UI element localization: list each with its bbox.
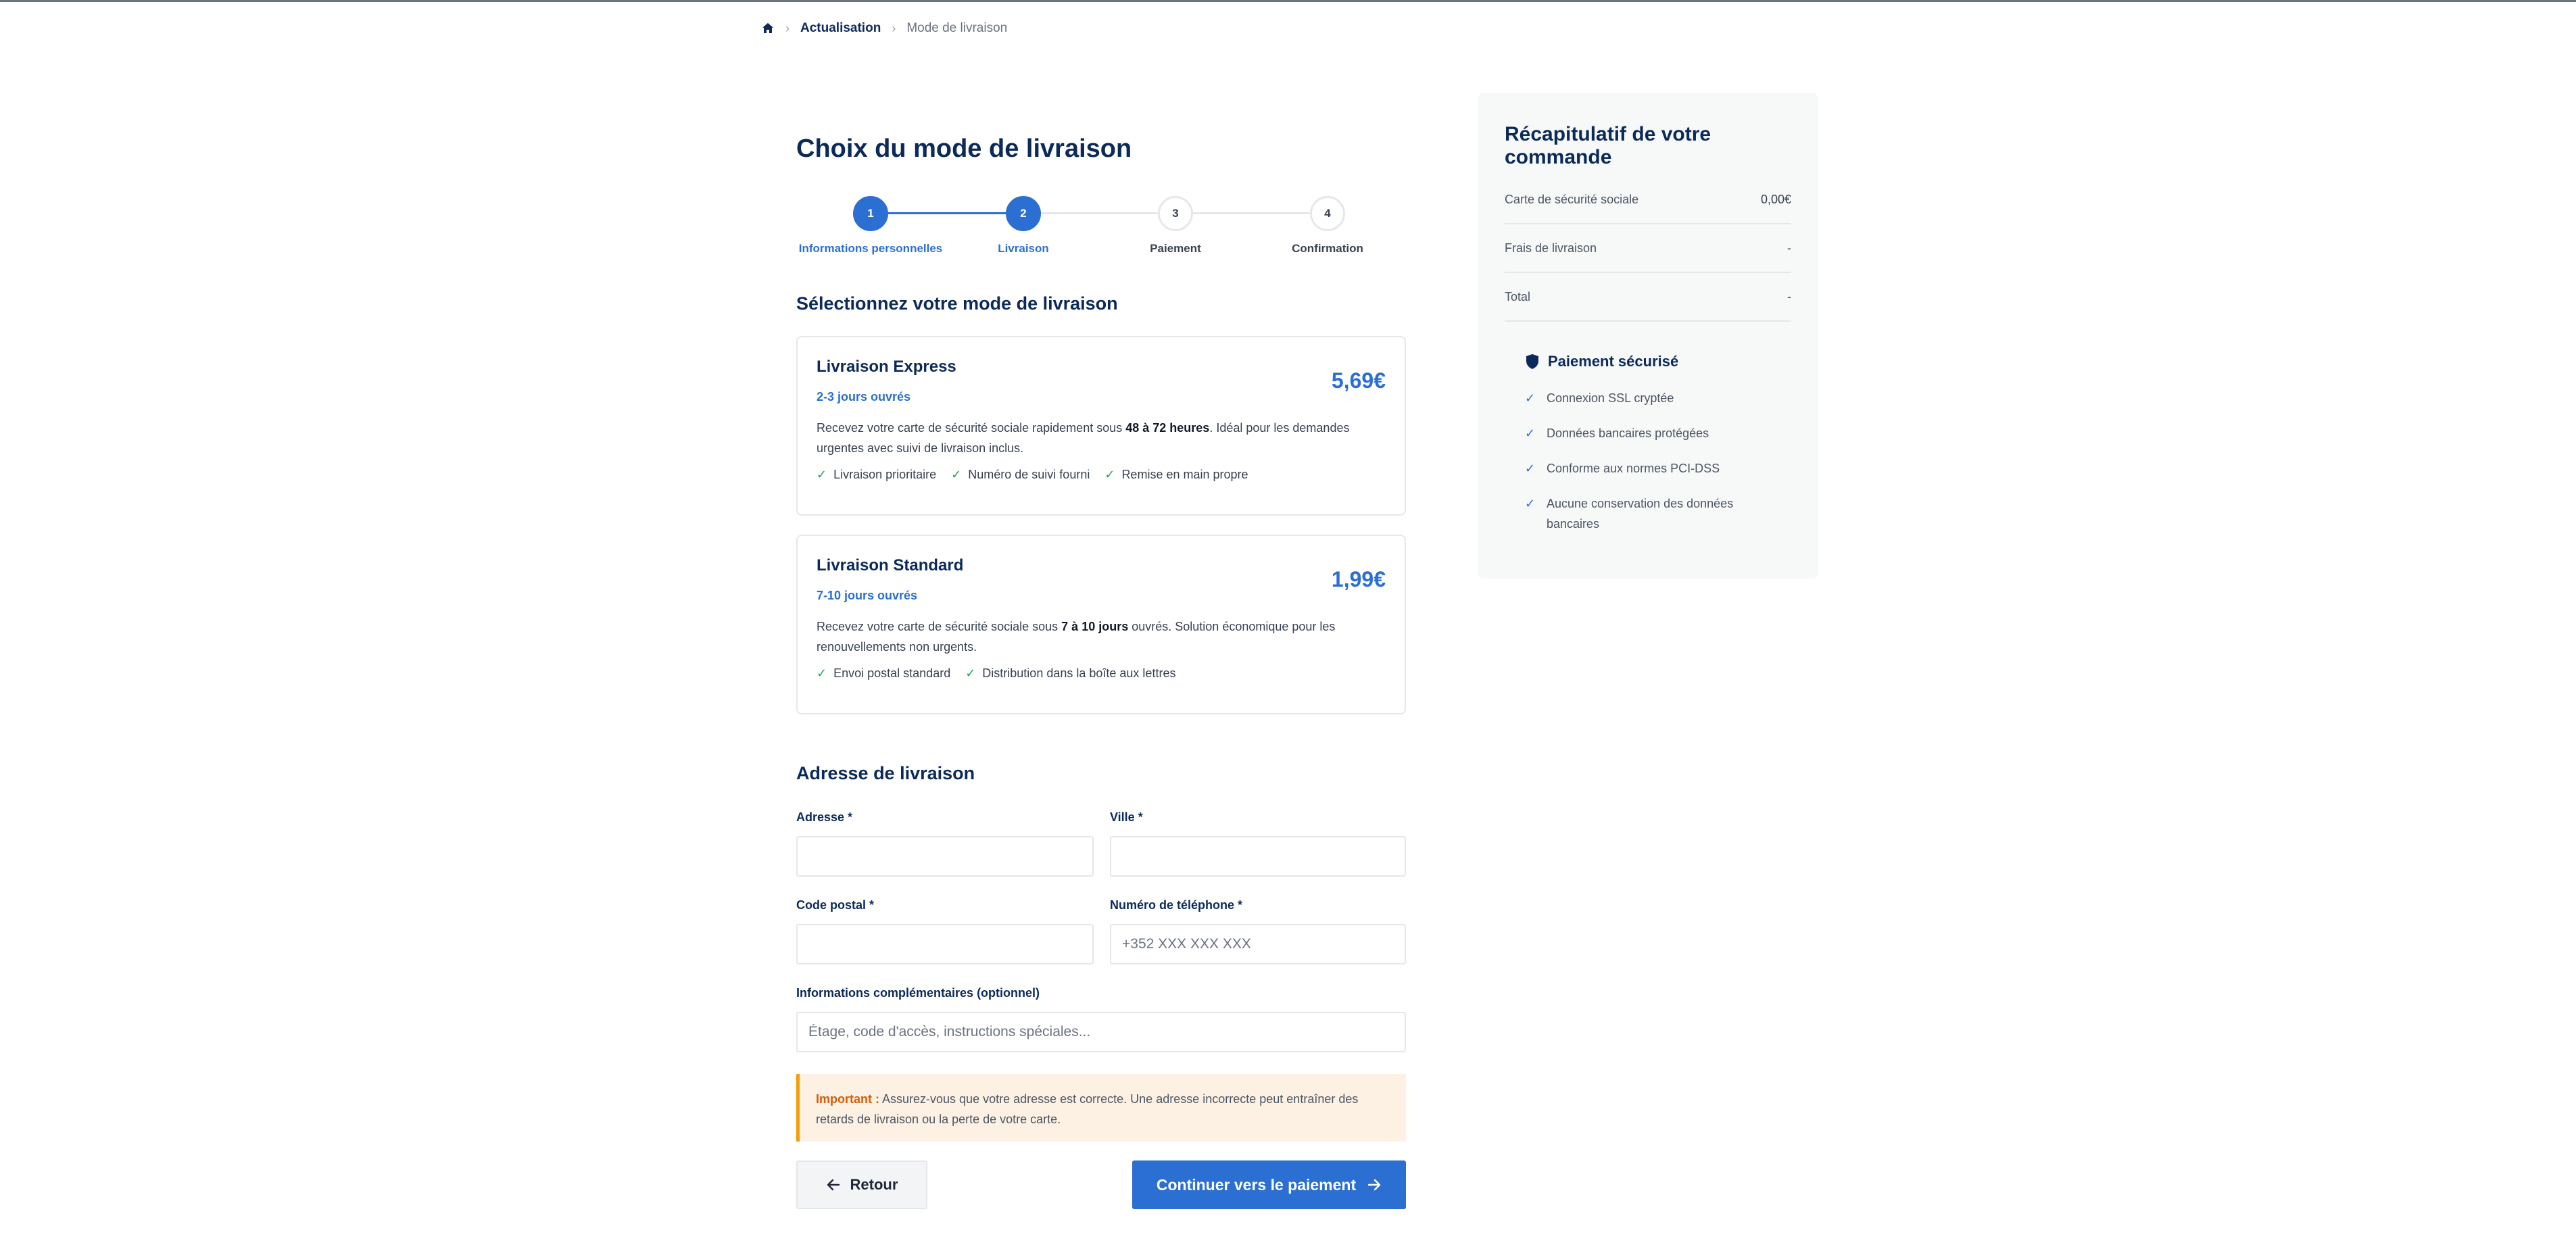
breadcrumb-item-actualisation[interactable]: Actualisation xyxy=(800,21,881,35)
main-content xyxy=(796,122,1406,1247)
summary-row-label: Frais de livraison xyxy=(1505,241,1597,255)
step-number: 3 xyxy=(1158,196,1193,231)
postal-code-input[interactable] xyxy=(796,924,1094,964)
city-label: Ville * xyxy=(1110,810,1143,824)
delivery-option-features xyxy=(817,666,1386,681)
address-label: Adresse * xyxy=(796,810,853,824)
delivery-option-express[interactable] xyxy=(796,336,1406,516)
phone-label: Numéro de téléphone * xyxy=(1110,898,1243,912)
delivery-option-price: 1,99€ xyxy=(1331,567,1386,591)
postal-code-label: Code postal * xyxy=(796,898,875,912)
check-icon: ✓ xyxy=(1525,391,1536,405)
city-input[interactable] xyxy=(1110,836,1406,877)
check-icon: ✓ xyxy=(965,666,976,680)
secure-item: ✓ Connexion SSL cryptée xyxy=(1525,388,1791,408)
delivery-option-name: Livraison Express xyxy=(817,358,956,376)
secure-payment-box xyxy=(1505,353,1791,534)
delivery-option-price: 5,69€ xyxy=(1331,368,1386,393)
summary-row-label: Total xyxy=(1505,289,1531,303)
feature-item: ✓ Envoi postal standard xyxy=(817,666,951,680)
step-number: 2 xyxy=(1006,196,1041,231)
check-icon: ✓ xyxy=(1104,468,1115,481)
phone-input[interactable] xyxy=(1110,924,1406,964)
back-button[interactable] xyxy=(796,1160,927,1209)
summary-row-value: - xyxy=(1787,289,1791,303)
summary-row-value: 0,00€ xyxy=(1760,192,1791,206)
arrow-left-icon xyxy=(826,1177,841,1192)
secure-payment-title: Paiement sécurisé xyxy=(1525,353,1791,370)
shield-icon xyxy=(1525,353,1540,370)
step-number: 1 xyxy=(853,196,888,231)
stepper xyxy=(796,182,1406,270)
delivery-option-description: Recevez votre carte de sécurité sociale rapidement sous 48 à 72 heures. Idéal pour les demandes urgentes avec suivi de livraison inclus. xyxy=(817,421,1350,455)
step-confirmation xyxy=(1253,182,1402,255)
order-summary xyxy=(1478,93,1818,579)
address-input[interactable] xyxy=(796,836,1094,877)
step-label: Confirmation xyxy=(1292,242,1363,255)
arrow-right-icon xyxy=(1367,1177,1382,1192)
address-section-title: Adresse de livraison xyxy=(796,763,975,783)
delivery-option-delay: 2-3 jours ouvrés xyxy=(817,390,911,404)
check-icon: ✓ xyxy=(1525,426,1536,440)
delivery-option-standard[interactable] xyxy=(796,535,1406,714)
alert-text: Assurez-vous que votre adresse est correcte. Une adresse incorrecte peut entraîner des retards de livraison ou la perte de votre carte. xyxy=(816,1092,1359,1126)
breadcrumb-separator: › xyxy=(892,21,896,35)
check-icon: ✓ xyxy=(951,468,962,481)
important-alert xyxy=(796,1074,1406,1142)
step-delivery xyxy=(949,182,1098,255)
page-title: Choix du mode de livraison xyxy=(796,135,1132,163)
summary-row-value: - xyxy=(1787,241,1791,255)
breadcrumb xyxy=(761,18,1007,39)
home-icon[interactable] xyxy=(761,22,775,35)
feature-item: ✓ Livraison prioritaire xyxy=(817,468,937,481)
check-icon: ✓ xyxy=(1525,497,1536,510)
step-payment xyxy=(1101,182,1250,255)
step-label: Informations personnelles xyxy=(798,242,943,255)
check-icon: ✓ xyxy=(817,468,827,481)
top-border xyxy=(0,0,2576,2)
summary-row-total xyxy=(1505,273,1791,322)
breadcrumb-item-current: Mode de livraison xyxy=(906,21,1008,35)
additional-info-input[interactable] xyxy=(796,1012,1406,1052)
breadcrumb-separator: › xyxy=(785,21,789,35)
feature-item: ✓ Remise en main propre xyxy=(1104,468,1248,481)
summary-row-label: Carte de sécurité sociale xyxy=(1505,192,1639,206)
secure-item: ✓ Données bancaires protégées xyxy=(1525,423,1791,443)
additional-info-label: Informations complémentaires (optionnel) xyxy=(796,986,1040,1000)
check-icon: ✓ xyxy=(1525,462,1536,475)
continue-to-payment-button[interactable] xyxy=(1132,1160,1406,1209)
secure-payment-list xyxy=(1525,388,1791,534)
delivery-option-description: Recevez votre carte de sécurité sociale sous 7 à 10 jours ouvrés. Solution économique pour les renouvellements non urgents. xyxy=(817,620,1336,654)
summary-row-card xyxy=(1505,176,1791,224)
check-icon: ✓ xyxy=(817,666,827,680)
step-number: 4 xyxy=(1310,196,1345,231)
delivery-option-delay: 7-10 jours ouvrés xyxy=(817,589,918,602)
continue-button-label: Continuer vers le paiement xyxy=(1156,1175,1357,1194)
summary-title: Récapitulatif de votre commande xyxy=(1505,123,1711,168)
secure-item: ✓ Aucune conservation des données bancaires xyxy=(1525,493,1791,534)
delivery-option-features xyxy=(817,468,1386,482)
delivery-option-name: Livraison Standard xyxy=(817,556,964,574)
summary-row-shipping xyxy=(1505,224,1791,273)
delivery-section-title: Sélectionnez votre mode de livraison xyxy=(796,293,1118,314)
back-button-label: Retour xyxy=(850,1176,898,1193)
step-personal-info xyxy=(796,182,945,255)
feature-item: ✓ Distribution dans la boîte aux lettres xyxy=(965,666,1176,680)
secure-item: ✓ Conforme aux normes PCI-DSS xyxy=(1525,458,1791,479)
step-label: Livraison xyxy=(998,242,1049,255)
feature-item: ✓ Numéro de suivi fourni xyxy=(951,468,1090,481)
alert-strong: Important : xyxy=(816,1092,879,1106)
step-label: Paiement xyxy=(1150,242,1201,255)
